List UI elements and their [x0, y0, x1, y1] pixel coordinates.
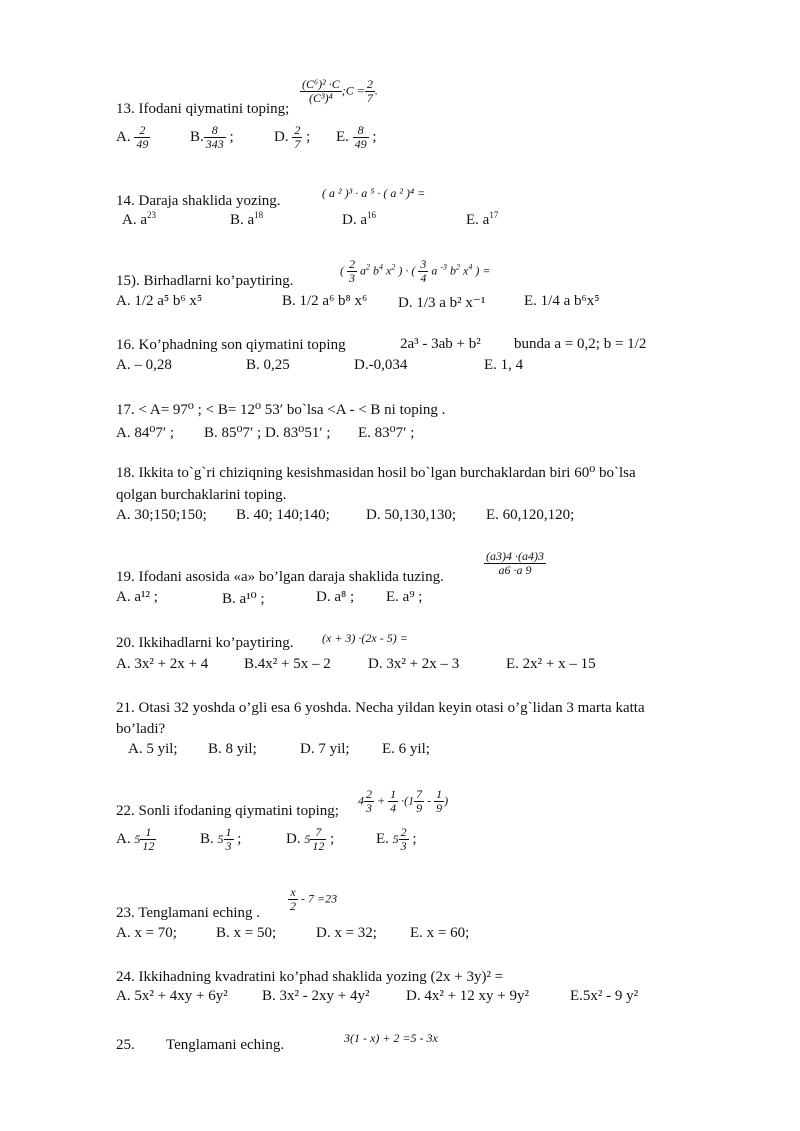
- opt-whole: 5: [392, 831, 399, 846]
- q22-option-a: [116, 826, 156, 853]
- q23-expression: $\frac{x}{2}$ - 7 =23: [290, 885, 338, 913]
- q16-question: 16. Ko’phadning son qiymatini toping: [116, 337, 346, 353]
- q19-expression: [484, 550, 546, 577]
- q14-option-d: [342, 212, 376, 229]
- opt-den: 343: [205, 137, 224, 151]
- q24-option-d: D. 4x² + 12 xy + 9y²: [406, 988, 529, 1004]
- opt-num: 1: [225, 825, 232, 839]
- q13-option-a: [116, 124, 150, 151]
- q13-expression: $\frac{\text{(C⁶)² ·C}}{\text{(C³)⁴}}$ ;C = $\frac{2}{7}$ .: [302, 77, 378, 105]
- q24-question: 24. Ikkihadning kvadratini ko’phad shaklida yozing (2x + 3y)² =: [116, 969, 504, 985]
- q23-option-b: B. x = 50;: [216, 925, 277, 941]
- q15-option-d: D. 1/3 a b² x⁻¹: [398, 295, 486, 311]
- q19-question: 19. Ifodani asosida «a» bo’lgan daraja shaklida tuzing.: [116, 569, 444, 585]
- q21-option-d: D. 7 yil;: [300, 741, 350, 757]
- q21-option-a: A. 5 yil;: [128, 741, 178, 757]
- q13-c-numerator: 2: [366, 77, 373, 91]
- q13-expr-numerator: (C⁶)² ·C: [302, 77, 340, 91]
- q22-option-b: [200, 826, 241, 853]
- q13-expr-tail: ;C =: [341, 83, 365, 98]
- opt-num: 1: [140, 826, 156, 840]
- q15-option-e: E. 1/4 a b⁶x⁵: [524, 293, 600, 309]
- q24-option-a: A. 5x² + 4xy + 6y²: [116, 988, 228, 1004]
- opt-num: 7: [310, 826, 326, 840]
- q16-option-a: A. – 0,28: [116, 357, 172, 373]
- opt-label: B.: [190, 128, 204, 145]
- q22-question: 22. Sonli ifodaning qiymatini toping;: [116, 803, 339, 819]
- opt-den: 3: [400, 839, 407, 853]
- q14-option-b: [230, 212, 263, 229]
- q20-question: 20. Ikkihadlarni ko’paytiring.: [116, 635, 294, 651]
- q19-option-e: E. a⁹ ;: [386, 589, 423, 605]
- opt-exp: 18: [254, 210, 264, 220]
- q20-option-e: E. 2x² + x – 15: [506, 656, 596, 672]
- q18-question-line2: qolgan burchaklarini toping.: [116, 487, 287, 503]
- opt-whole: 5: [217, 831, 224, 846]
- q23-question: 23. Tenglamani eching .: [116, 905, 261, 921]
- opt-label: E.: [376, 830, 389, 847]
- q20-option-d: D. 3x² + 2x – 3: [368, 656, 460, 672]
- q21-option-e: E. 6 yil;: [382, 741, 430, 757]
- q23-option-e: E. x = 60;: [410, 925, 470, 941]
- opt-tail: ;: [237, 830, 242, 847]
- q21-question-line1: 21. Otasi 32 yoshda o’gli esa 6 yoshda. Necha yildan keyin otasi o’g`lidan 3 marta katta: [116, 700, 645, 716]
- opt-den: 3: [225, 839, 232, 853]
- q13-option-e: [336, 124, 377, 151]
- opt-den: 49: [136, 137, 149, 151]
- q13-option-d: [274, 124, 310, 151]
- q14-expression: ( a ² )³ · a ⁵ · ( a ² )⁴ =: [322, 186, 426, 200]
- opt-label: B.: [200, 830, 214, 847]
- opt-num: 2: [134, 124, 150, 138]
- q20-option-a: A. 3x² + 2x + 4: [116, 656, 209, 672]
- q25-expression: 3(1 - x) + 2 =5 - 3x: [344, 1031, 438, 1045]
- q21-option-b: B. 8 yil;: [208, 741, 257, 757]
- opt-label: D.: [274, 128, 289, 145]
- opt-exp: 23: [147, 210, 156, 220]
- opt-text: B. a: [230, 212, 255, 228]
- q23-expr-tail: - 7 =23: [301, 891, 338, 906]
- q22-option-d: [286, 826, 334, 853]
- q19-expr-denominator: a6 ·a 9: [498, 563, 532, 577]
- q13-option-b: [190, 124, 234, 151]
- opt-num: 8: [353, 124, 369, 138]
- q19-option-a: A. a¹² ;: [116, 589, 158, 605]
- q14-option-a: [122, 212, 156, 229]
- q17-option-e: E. 83⁰7′ ;: [358, 425, 415, 441]
- q18-option-a: A. 30;150;150;: [116, 507, 207, 523]
- opt-exp: 17: [489, 210, 499, 220]
- q16-option-d: D.-0,034: [354, 357, 408, 373]
- opt-den: 12: [312, 839, 325, 853]
- q16-expression: 2a³ - 3ab + b²: [400, 336, 481, 352]
- q20-expression: (x + 3) ·(2x - 5) =: [322, 631, 408, 645]
- q13-c-denominator: 7: [366, 91, 373, 105]
- q21-question-line2: bo’ladi?: [116, 721, 166, 737]
- opt-num: 2: [294, 123, 301, 137]
- q15-expression: ( $\frac{2}{3}$ $a^2$ $b^4$ $x^2$ ) · ( $\frac{3}{4}$ a $^{-3}$ $b^2$ $x^4$ ) =: [340, 257, 491, 285]
- opt-text: D. a: [342, 212, 367, 228]
- opt-label: D.: [286, 830, 301, 847]
- q23-option-a: A. x = 70;: [116, 925, 177, 941]
- opt-tail: ;: [372, 128, 377, 145]
- q19-option-b: B. a¹⁰ ;: [222, 591, 265, 607]
- q18-option-b: B. 40; 140;140;: [236, 507, 330, 523]
- opt-label: A.: [116, 128, 131, 145]
- opt-exp: 16: [367, 210, 376, 220]
- q14-option-e: [466, 212, 498, 229]
- opt-tail: ;: [412, 830, 417, 847]
- q20-option-b: B.4x² + 5x – 2: [244, 656, 331, 672]
- opt-num: 2: [400, 825, 407, 839]
- opt-whole: 5: [304, 831, 311, 846]
- q13-expr-denominator: (C³)⁴: [309, 91, 333, 105]
- q23-option-d: D. x = 32;: [316, 925, 377, 941]
- q19-expr-numerator: (a3)4 ·(a4)3: [486, 549, 544, 563]
- opt-den: 49: [354, 137, 367, 151]
- q24-option-e: E.5x² - 9 y²: [570, 988, 639, 1004]
- opt-label: A.: [116, 830, 131, 847]
- q19-option-d: D. a⁸ ;: [316, 589, 355, 605]
- q22-option-e: [376, 826, 417, 853]
- q25-question: Tenglamani eching.: [166, 1037, 285, 1053]
- q18-option-e: E. 60,120,120;: [486, 507, 575, 523]
- q16-option-e: E. 1, 4: [484, 357, 524, 373]
- q15-option-a: A. 1/2 a⁵ b⁶ x⁵: [116, 293, 203, 309]
- q15-question: 15). Birhadlarni ko’paytiring.: [116, 273, 294, 289]
- q24-option-b: B. 3x² - 2xy + 4y²: [262, 988, 370, 1004]
- q22-expression: 4 $\frac{2}{3}$ + $\frac{1}{4}$ ·(1 $\frac{7}{9}$ - $\frac{1}{9}$ ): [358, 787, 449, 815]
- opt-den: 7: [294, 137, 301, 151]
- q18-question-line1: 18. Ikkita to`g`ri chiziqning kesishmasidan hosil bo`lgan burchaklardan biri 60⁰ bo`lsa: [116, 465, 636, 481]
- q17-question: 17. < A= 97⁰ ; < B= 12⁰ 53′ bo`lsa <A - < B ni toping .: [116, 402, 446, 418]
- q25-number: 25.: [116, 1037, 135, 1053]
- q16-option-b: B. 0,25: [246, 357, 290, 373]
- q17-option-a: A. 84⁰7′ ;: [116, 425, 175, 441]
- q16-condition: bunda a = 0,2; b = 1/2: [514, 336, 647, 352]
- opt-num: 8: [204, 124, 226, 138]
- opt-text: E. a: [466, 212, 490, 228]
- opt-tail: ;: [330, 830, 335, 847]
- q13-question: 13. Ifodani qiymatini toping;: [116, 101, 290, 117]
- opt-text: A. a: [122, 212, 147, 228]
- opt-tail: ;: [306, 128, 311, 145]
- q14-question: 14. Daraja shaklida yozing.: [116, 193, 281, 209]
- opt-label: E.: [336, 128, 349, 145]
- opt-den: 12: [142, 839, 155, 853]
- q17-option-b-d: B. 85⁰7′ ; D. 83⁰51′ ;: [204, 425, 331, 441]
- opt-whole: 5: [134, 831, 141, 846]
- q15-option-b: B. 1/2 a⁶ b⁸ x⁶: [282, 293, 368, 309]
- q18-option-d: D. 50,130,130;: [366, 507, 456, 523]
- opt-tail: ;: [229, 128, 234, 145]
